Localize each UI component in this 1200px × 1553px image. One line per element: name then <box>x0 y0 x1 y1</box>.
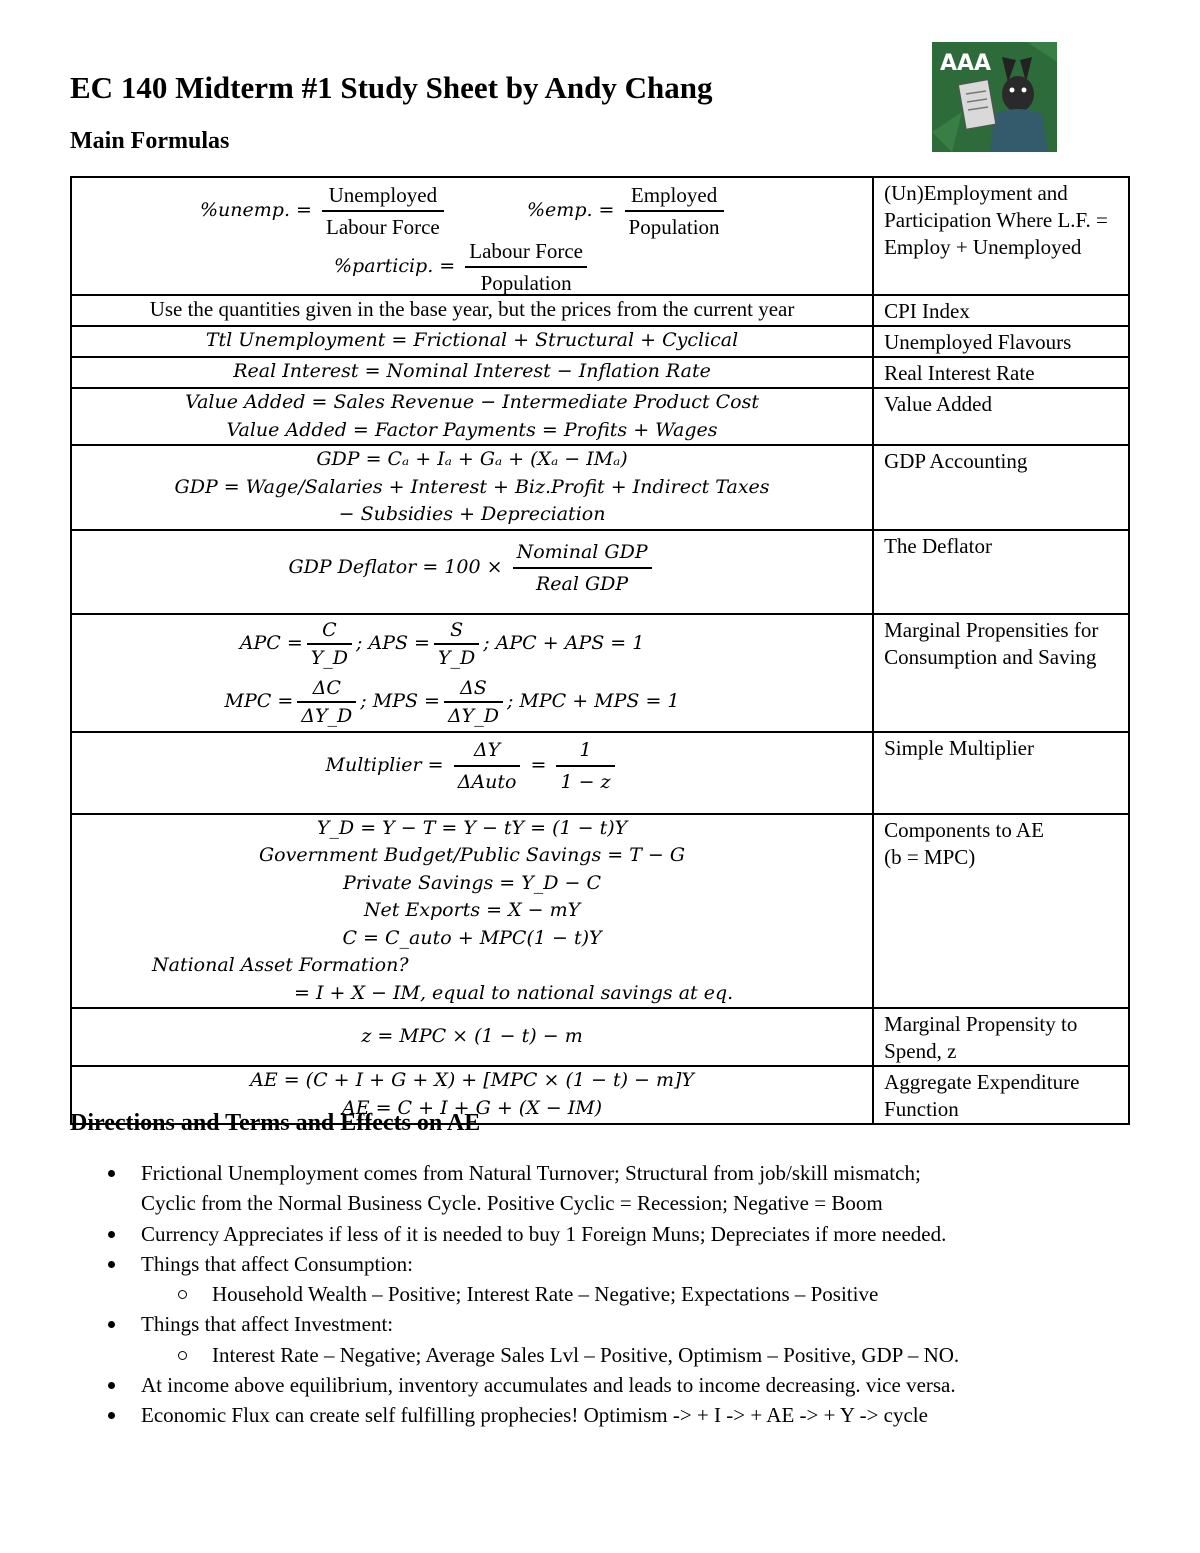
emp-denominator: Population <box>628 215 720 239</box>
formula-cell <box>71 614 873 732</box>
gdp-line-1: GDP = Cₐ + Iₐ + Gₐ + (Xₐ − IMₐ) <box>316 448 628 470</box>
mpc-numerator: ΔC <box>297 675 356 703</box>
row-label: (Un)Employment and Participation Where L.F. = Employ + Unemployed <box>873 177 1129 295</box>
row-label <box>873 814 1129 1009</box>
mps-label: ; MPS = <box>360 689 440 712</box>
table-row <box>71 445 1129 530</box>
multiplier-denominator-1: ΔAuto <box>457 770 517 793</box>
list-item-text: Things that affect Consumption: <box>141 1251 413 1276</box>
unemployment-formula: Ttl Unemployment = Frictional + Structural + Cyclical <box>71 326 873 357</box>
aps-denominator: Y_D <box>437 646 476 669</box>
mps-denominator: ΔY_D <box>447 704 499 727</box>
emp-numerator: Employed <box>625 180 724 212</box>
table-row <box>71 295 1129 326</box>
page-title: EC 140 Midterm #1 Study Sheet by Andy Chang <box>70 70 713 105</box>
list-item <box>70 1249 1150 1279</box>
table-row <box>71 357 1129 388</box>
directions-list <box>70 1158 1150 1431</box>
mpc-mps-sum: ; MPC + MPS = 1 <box>506 689 680 712</box>
bullet-icon <box>108 1382 115 1389</box>
sub-list-item <box>70 1340 1150 1370</box>
table-row <box>71 388 1129 445</box>
ae-component-line-2: Government Budget/Public Savings = T − G <box>259 844 686 866</box>
formula-cell <box>71 177 873 295</box>
row-label: Marginal Propensity to Spend, z <box>873 1008 1129 1066</box>
table-row <box>71 530 1129 614</box>
ae-component-line-4: Net Exports = X − mY <box>363 899 581 921</box>
row-label: Marginal Propensities for Consumption and Saving <box>873 614 1129 732</box>
list-item-text: Cyclic from the Normal Business Cycle. Positive Cyclic = Recession; Negative = Boom <box>141 1191 883 1216</box>
unemp-denominator: Labour Force <box>326 215 440 239</box>
sub-list-item <box>70 1279 1150 1309</box>
multiplier-denominator-2: 1 − z <box>560 770 611 793</box>
table-row <box>71 614 1129 732</box>
value-added-line-2: Value Added = Factor Payments = Profits + Wages <box>226 418 718 441</box>
value-added-line-1: Value Added = Sales Revenue − Intermediate Product Cost <box>185 391 759 413</box>
table-row <box>71 732 1129 814</box>
apc-numerator: C <box>307 617 352 645</box>
bullet-icon <box>108 1170 115 1177</box>
table-row <box>71 326 1129 357</box>
multiplier-lhs: Multiplier = <box>325 753 444 776</box>
row-label-line-2: (b = MPC) <box>884 844 976 869</box>
ae-component-line-7: = I + X − IM, equal to national savings at eq. <box>294 981 734 1004</box>
bullet-icon <box>108 1321 115 1328</box>
ae-component-line-6: National Asset Formation? <box>152 954 409 976</box>
particip-denominator: Population <box>480 271 572 295</box>
particip-lhs: %particip. = <box>334 255 456 277</box>
list-item-text: Currency Appreciates if less of it is needed to buy 1 Foreign Muns; Depreciates if more needed. <box>141 1221 947 1246</box>
formula-cell <box>71 445 873 530</box>
author-avatar-logo <box>932 42 1057 152</box>
list-item-text: Household Wealth – Positive; Interest Rate – Negative; Expectations – Positive <box>212 1282 879 1307</box>
gdp-line-3: − Subsidies + Depreciation <box>338 503 606 525</box>
hollow-bullet-icon <box>178 1290 187 1299</box>
multiplier-numerator-1: ΔY <box>454 735 521 767</box>
row-label: Value Added <box>873 388 1129 445</box>
formula-table <box>70 176 1130 1125</box>
apc-aps-sum: ; APC + APS = 1 <box>483 631 645 654</box>
row-label: Real Interest Rate <box>873 357 1129 388</box>
list-item <box>70 1219 1150 1249</box>
row-label: The Deflator <box>873 530 1129 614</box>
ae-component-line-5: C = C_auto + MPC(1 − t)Y <box>342 926 602 949</box>
deflator-denominator: Real GDP <box>536 572 629 595</box>
cpi-formula: Use the quantities given in the base year, but the prices from the current year <box>71 295 873 326</box>
row-label: Aggregate Expenditure Function <box>873 1066 1129 1124</box>
ae-component-line-1: Y_D = Y − T = Y − tY = (1 − t)Y <box>316 816 628 839</box>
ae-function-line-1: AE = (C + I + G + X) + [MPC × (1 − t) − m]Y <box>250 1069 694 1091</box>
real-interest-formula: Real Interest = Nominal Interest − Inflation Rate <box>71 357 873 388</box>
aps-label: ; APS = <box>356 631 430 654</box>
table-row <box>71 177 1129 295</box>
formula-cell <box>71 530 873 614</box>
formula-cell <box>71 732 873 814</box>
mpc-label: MPC = <box>224 689 294 712</box>
hollow-bullet-icon <box>178 1351 187 1360</box>
aps-numerator: S <box>434 617 479 645</box>
bullet-icon <box>108 1412 115 1419</box>
mpc-denominator: ΔY_D <box>301 704 353 727</box>
row-label-line-1: Components to AE <box>884 817 1044 842</box>
bullet-icon <box>108 1261 115 1268</box>
mps-numerator: ΔS <box>444 675 503 703</box>
particip-numerator: Labour Force <box>465 236 587 268</box>
list-item-text: Things that affect Investment: <box>141 1312 394 1337</box>
gdp-line-2: GDP = Wage/Salaries + Interest + Biz.Profit + Indirect Taxes <box>174 475 770 498</box>
list-item-text: At income above equilibrium, inventory accumulates and leads to income decreasing. vice versa. <box>141 1373 956 1398</box>
unemp-numerator: Unemployed <box>322 180 444 212</box>
bullet-icon <box>108 1231 115 1238</box>
multiplier-numerator-2: 1 <box>556 735 614 767</box>
table-row <box>71 1008 1129 1066</box>
apc-label: APC = <box>239 631 303 654</box>
formula-cell <box>71 388 873 445</box>
deflator-numerator: Nominal GDP <box>513 537 652 569</box>
list-item-text: Interest Rate – Negative; Average Sales Lvl – Positive, Optimism – Positive, GDP – NO. <box>212 1342 960 1367</box>
table-row <box>71 814 1129 1009</box>
spend-propensity-formula: z = MPC × (1 − t) − m <box>71 1008 873 1066</box>
ae-component-line-3: Private Savings = Y_D − C <box>343 871 602 894</box>
logo-text: AAA <box>940 51 992 76</box>
main-formulas-heading: Main Formulas <box>70 128 230 154</box>
list-item-continuation <box>70 1188 1150 1218</box>
row-label: GDP Accounting <box>873 445 1129 530</box>
multiplier-equals: = <box>530 753 547 776</box>
emp-lhs: %emp. = <box>527 199 615 221</box>
row-label: Simple Multiplier <box>873 732 1129 814</box>
directions-heading: Directions and Terms and Effects on AE <box>70 1110 481 1136</box>
list-item <box>70 1370 1150 1400</box>
ae-function-line-2: AE = C + I + G + (X − IM) <box>341 1096 603 1119</box>
list-item <box>70 1309 1150 1339</box>
deflator-lhs: GDP Deflator = 100 × <box>288 555 503 578</box>
list-item-text: Economic Flux can create self fulfilling prophecies! Optimism -> + I -> + AE -> + Y -> cycle <box>141 1403 928 1428</box>
unemp-lhs: %unemp. = <box>200 199 312 221</box>
row-label: CPI Index <box>873 295 1129 326</box>
row-label: Unemployed Flavours <box>873 326 1129 357</box>
list-item <box>70 1400 1150 1430</box>
list-item-text: Frictional Unemployment comes from Natural Turnover; Structural from job/skill mismatch; <box>141 1161 921 1185</box>
formula-cell <box>71 814 873 1009</box>
list-item <box>70 1158 1150 1188</box>
apc-denominator: Y_D <box>310 646 349 669</box>
